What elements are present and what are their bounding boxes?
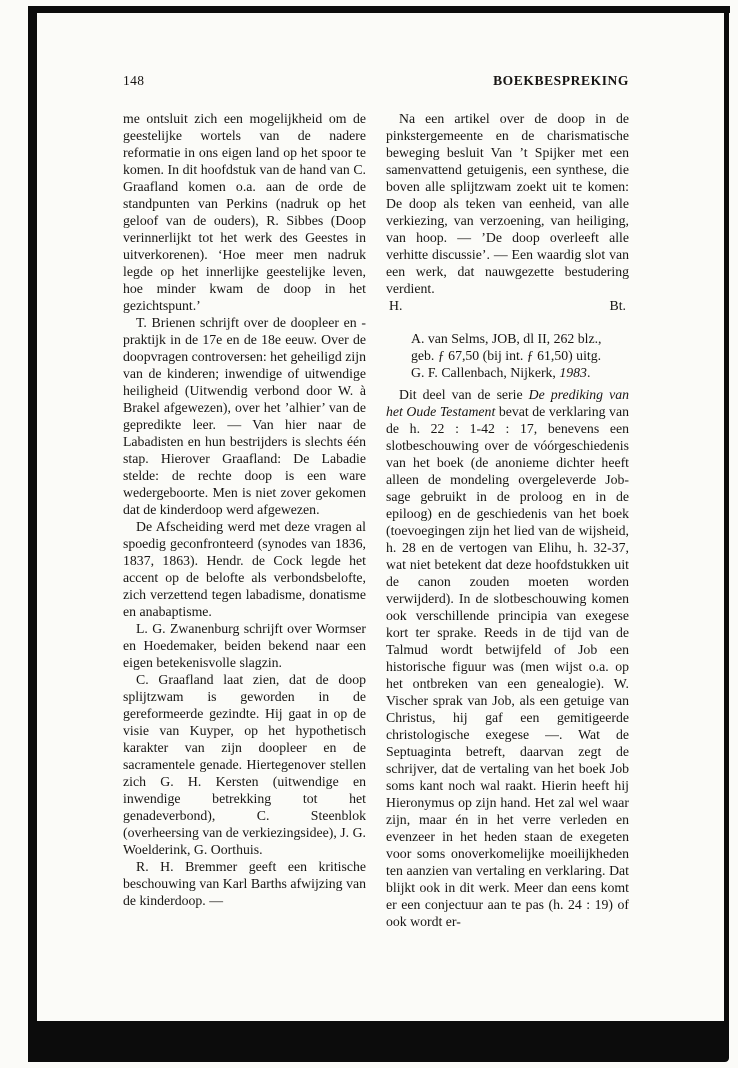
page-header — [123, 72, 629, 89]
book-citation — [386, 330, 629, 381]
scan-border-right — [724, 6, 729, 1056]
paragraph: me ontsluit zich een mogelijkheid om de geestelijke wortels van de nadere reformatie in ons eigen land op het spoor te komen. In dit hoofdstuk van de hand van C. Graafland komen o.a. aan de orde de standpunten van Perkins (nadruk op het geloof van de ouders), R. Sibbes (Doop verinnerlijkt tot het werk des Geestes in uitverkorenen). ‘Hoe meer men nadruk legde op het innerlijke geestelijke leven, hoe minder kwam de doop in het gezichtspunt.’ — [123, 111, 366, 313]
paragraph: L. G. Zwanenburg schrijft over Wormser en Hoedemaker, beiden bekend naar een eigen betekenisvolle slagzin. — [123, 621, 366, 670]
citation-line: G. F. Callenbach, Nijkerk, 1983. — [411, 365, 591, 380]
right-column — [386, 110, 629, 930]
page-number: 148 — [123, 73, 145, 88]
scan-border-bottom — [28, 1021, 729, 1062]
paragraph: R. H. Bremmer geeft een kritische beschouwing van Karl Barths afwijzing van de kinderdoop. — — [123, 859, 366, 908]
paragraph: C. Graafland laat zien, dat de doop splijtzwam is geworden in de gereformeerde gezindte. Hij gaat in op de visie van Kuyper, op het hypothetisch karakter van zijn doopleer en de sacramentele genade. Hiertegenover stellen zich G. H. Kersten (uitwendige en inwendige betrekking tot het genadeverbond), C. Steenblok (overheersing van de verkiezingsidee), J. G. Woelderink, G. Oorthuis. — [123, 672, 366, 857]
text-columns — [123, 110, 629, 930]
paragraph: Na een artikel over de doop in de pinkstergemeente en de charismatische beweging besluit Van ’t Spijker met een samenvattend getuigenis, een synthese, die boven alle splijtzwam zoekt uit te komen: De doop als teken van eenheid, van alle verkiezing, van verzoening, van heiliging, van hoop. — ’De doop overleeft alle verhitte discussie’. — Een waardig slot van een werk, dat nauwgezette bestudering verdient. — [386, 111, 629, 296]
signature-right: Bt. — [609, 298, 626, 313]
signature-left: H. — [389, 298, 403, 313]
citation-line: geb. ƒ 67,50 (bij int. ƒ 61,50) uitg. — [411, 348, 602, 363]
paragraph: T. Brienen schrijft over de doopleer en -praktijk in de 17e en de 18e eeuw. Over de doopvragen controversen: het geheiligd zijn van de kinderen; inwendige of uitwendige heiligheid (Uitwendig verbond door W. à Brakel afgewezen), over het ’alhier’ van de gepredikte leer. — Van hier naar de Labadisten en hun bestrijders is slechts één stap. Hierover Graafland: De Labadie stelde: de rechte doop is een ware wedergeboorte. Men is niet zover gekomen dat de kinderdoop werd afgewezen. — [123, 315, 366, 517]
paragraph: Dit deel van de serie De prediking van het Oude Testament bevat de verklaring van de h. 22 : 1-42 : 17, benevens een slotbeschouwing over de vóórgeschiedenis van het boek (de anonieme dichter heeft alleen de mondeling overgeleverde Job-sage gebruikt in de proloog en in de epiloog) en de geschiedenis van het boek (toevoegingen zijn het lied van de wijsheid, h. 28 en de vertogen van Elihu, h. 32-37, wat niet betekent dat deze hoofdstukken uit de canon zouden moeten worden verwijderd). In de slotbeschouwing komen ook verschillende principia van exegese kort ter sprake. Reeds in de tijd van de Talmud wordt betwijfeld of Job een historische figuur was (men wijst o.a. op het ontbreken van een genealogie). W. Vischer sprak van Job, als een getuige van Christus, hij gaf een gemitigeerde christologische exegese —. Wat de Septuaginta betreft, daarvan zegt de schrijver, dat de vertaling van het boek Job soms kant noch wal raakt. Hierin heeft hij Hieronymus op zijn hand. Het zal wel waar zijn, maar én in het verre verleden en evenzeer in het heden staan de exegeten voor soms onoverkomelijke moeilijkheden ten aanzien van vertaling en verklaring. Dat blijkt ook in dit werk. Meer dan eens komt er een conjectuur aan te pas (h. 24 : 19) of ook wordt er- — [386, 387, 630, 929]
citation-line: A. van Selms, JOB, dl II, 262 blz., — [411, 331, 602, 346]
reviewer-signature — [386, 297, 629, 314]
left-column — [123, 110, 366, 909]
scanned-page — [123, 72, 629, 930]
scan-border-top — [28, 6, 730, 13]
running-head: BOEKBESPREKING — [493, 73, 629, 88]
scan-border-left — [28, 6, 37, 1062]
paragraph: De Afscheiding werd met deze vragen al spoedig geconfronteerd (synodes van 1836, 1837, 1863). Hendr. de Cock legde het accent op de belofte als verbondsbelofte, zich verzettend tegen labadisme, donatisme en anabaptisme. — [123, 519, 366, 619]
